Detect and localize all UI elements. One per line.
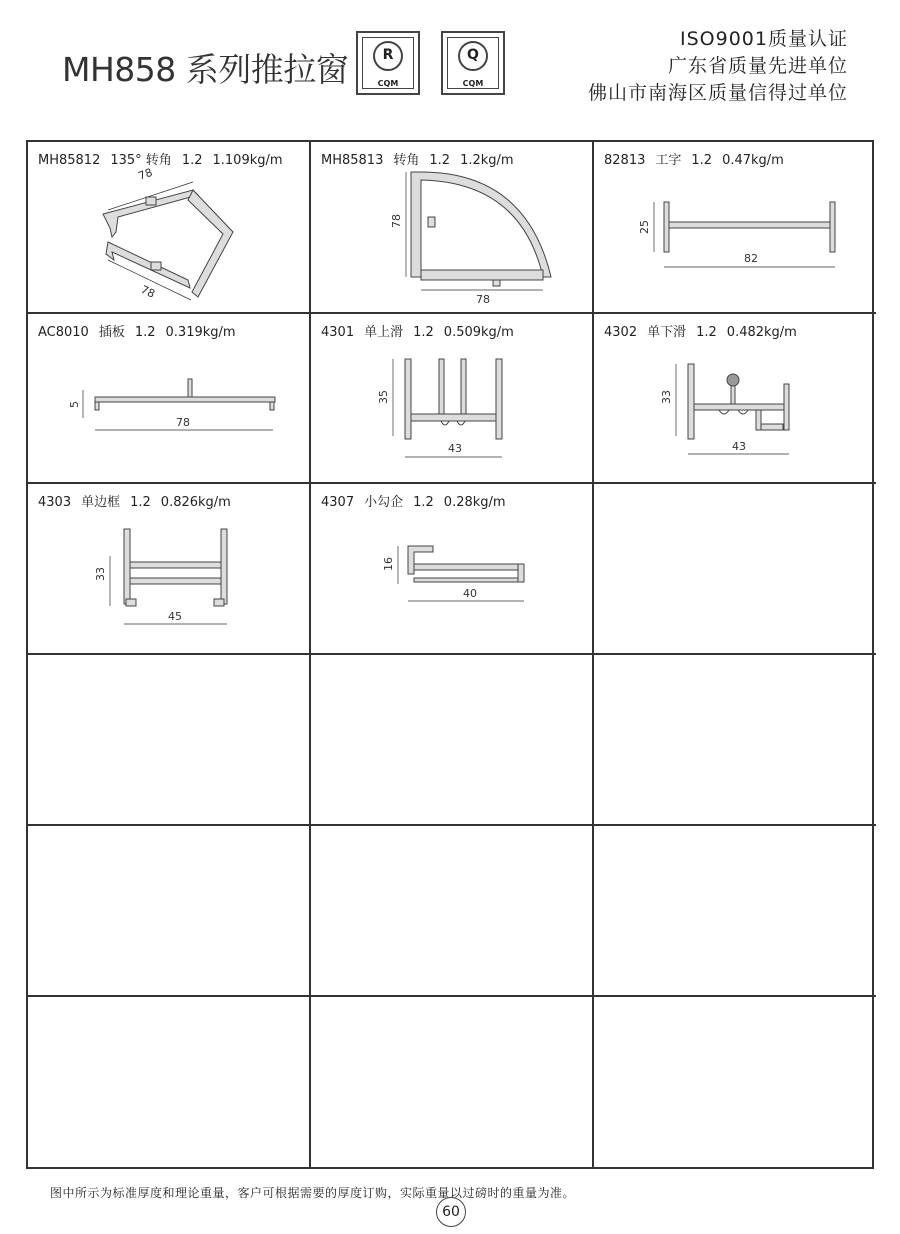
- svg-text:5: 5: [68, 401, 81, 408]
- profile-caption: MH85812 135° 转角 1.2 1.109kg/m: [38, 153, 283, 168]
- svg-text:78: 78: [136, 165, 155, 183]
- svg-text:78: 78: [176, 416, 190, 429]
- profile-caption: 82813 工字 1.2 0.47kg/m: [604, 153, 784, 168]
- profile-caption: 4302 单下滑 1.2 0.482kg/m: [604, 325, 797, 340]
- empty-cell: [594, 826, 876, 997]
- profile-caption: AC8010 插板 1.2 0.319kg/m: [38, 325, 236, 340]
- svg-text:25: 25: [638, 220, 651, 234]
- certification-line: ISO9001质量认证: [680, 28, 848, 50]
- logo-mark: R: [373, 41, 403, 71]
- logo-text: CQM: [377, 79, 399, 88]
- profile-cell: [311, 314, 594, 484]
- certification-line: 广东省质量先进单位: [667, 55, 848, 77]
- empty-cell: [28, 826, 311, 997]
- empty-cell: [594, 655, 876, 826]
- profile-cell: [594, 142, 876, 314]
- svg-text:82: 82: [744, 252, 758, 265]
- page-title: MH858 系列推拉窗: [62, 50, 349, 89]
- empty-cell: [594, 484, 876, 655]
- svg-text:16: 16: [382, 557, 395, 571]
- svg-text:45: 45: [168, 610, 182, 623]
- svg-text:78: 78: [390, 214, 403, 228]
- empty-cell: [311, 826, 594, 997]
- logo-mark: Q: [458, 41, 488, 71]
- svg-text:78: 78: [138, 282, 157, 301]
- svg-text:43: 43: [732, 440, 746, 453]
- empty-cell: [594, 997, 876, 1167]
- footer-note: 图中所示为标准厚度和理论重量，客户可根据需要的厚度订购，实际重量以过磅时的重量为准。: [50, 1186, 576, 1200]
- profile-caption: MH85813 转角 1.2 1.2kg/m: [321, 153, 514, 168]
- profile-drawing-single-bottom-slide: [594, 314, 876, 484]
- profile-drawing-single-frame: [28, 484, 311, 655]
- profile-drawing-small-hook-stile: [311, 484, 594, 655]
- svg-text:78: 78: [476, 293, 490, 306]
- svg-text:43: 43: [448, 442, 462, 455]
- certification-list: [588, 26, 848, 107]
- profile-caption: 4301 单上滑 1.2 0.509kg/m: [321, 325, 514, 340]
- profile-caption: 4303 单边框 1.2 0.826kg/m: [38, 495, 231, 510]
- svg-text:33: 33: [94, 567, 107, 581]
- empty-cell: [28, 655, 311, 826]
- empty-cell: [311, 655, 594, 826]
- profile-drawing-corner: [311, 142, 594, 314]
- certification-line: 佛山市南海区质量信得过单位: [587, 82, 848, 104]
- profile-cell: [28, 314, 311, 484]
- cqm-q-certification-icon: [441, 31, 505, 95]
- profile-drawing-135-corner: [28, 142, 311, 314]
- profile-drawing-i-beam: [594, 142, 876, 314]
- profile-cell: [28, 142, 311, 314]
- profile-cell: [311, 142, 594, 314]
- profile-cell: [594, 314, 876, 484]
- cqm-r-certification-icon: [356, 31, 420, 95]
- empty-cell: [28, 997, 311, 1167]
- page-number: 60: [436, 1197, 466, 1227]
- profile-caption: 4307 小勾企 1.2 0.28kg/m: [321, 495, 506, 510]
- svg-text:35: 35: [377, 390, 390, 404]
- profile-drawing-single-top-slide: [311, 314, 594, 484]
- empty-cell: [311, 997, 594, 1167]
- logo-text: CQM: [462, 79, 484, 88]
- profile-grid: [26, 140, 874, 1169]
- profile-cell: [28, 484, 311, 655]
- profile-drawing-insert-plate: [28, 314, 311, 484]
- profile-cell: [311, 484, 594, 655]
- svg-text:33: 33: [660, 390, 673, 404]
- svg-text:40: 40: [463, 587, 477, 600]
